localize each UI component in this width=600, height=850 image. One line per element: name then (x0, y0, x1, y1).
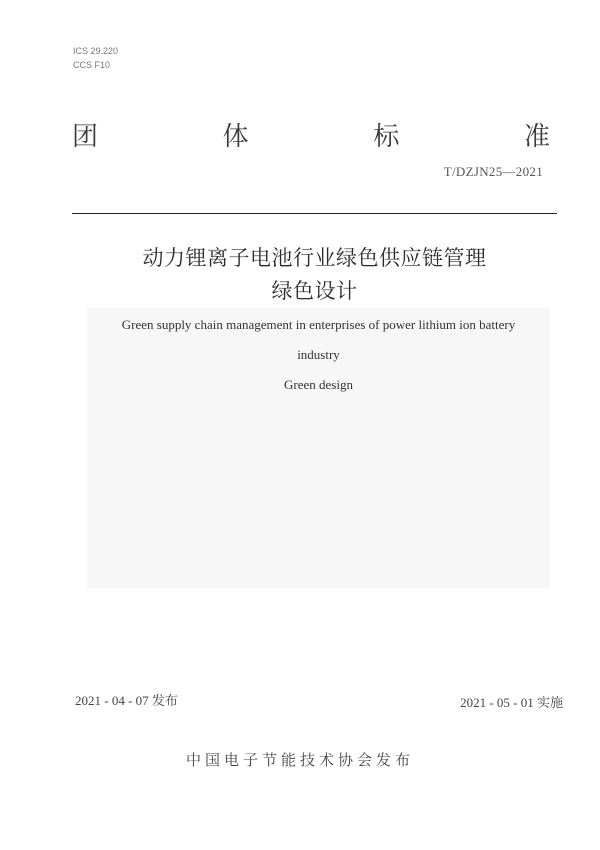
ccs-code: CCS F10 (73, 60, 111, 70)
ics-code: ICS 29.220 (73, 46, 119, 56)
english-title (87, 316, 550, 394)
publisher: 中国电子节能技术协会发布 (185, 751, 414, 769)
chinese-title-line-1: 动力锂离子电池行业绿色供应链管理 (142, 246, 487, 270)
implementation-date: 2021 - 05 - 01 实施 (460, 695, 563, 710)
english-title-line-1: Green supply chain management in enterprises of power lithium ion battery (121, 317, 516, 332)
standard-type-char-2: 体 (222, 122, 249, 152)
standard-type-char-3: 标 (373, 122, 400, 152)
standard-type-char-1: 团 (72, 122, 99, 152)
chinese-title (72, 242, 557, 308)
header-divider (72, 213, 557, 214)
english-subtitle: Green design (284, 377, 353, 392)
chinese-title-line-2: 绿色设计 (271, 279, 358, 303)
english-title-line-2: industry (297, 347, 340, 362)
english-title-panel (87, 308, 550, 588)
standard-type-char-4: 准 (523, 122, 550, 152)
standard-number: T/DZJN25—2021 (443, 164, 543, 179)
standard-type-heading (72, 116, 550, 153)
classification-codes (73, 44, 118, 72)
issue-date: 2021 - 04 - 07 发布 (75, 693, 178, 708)
